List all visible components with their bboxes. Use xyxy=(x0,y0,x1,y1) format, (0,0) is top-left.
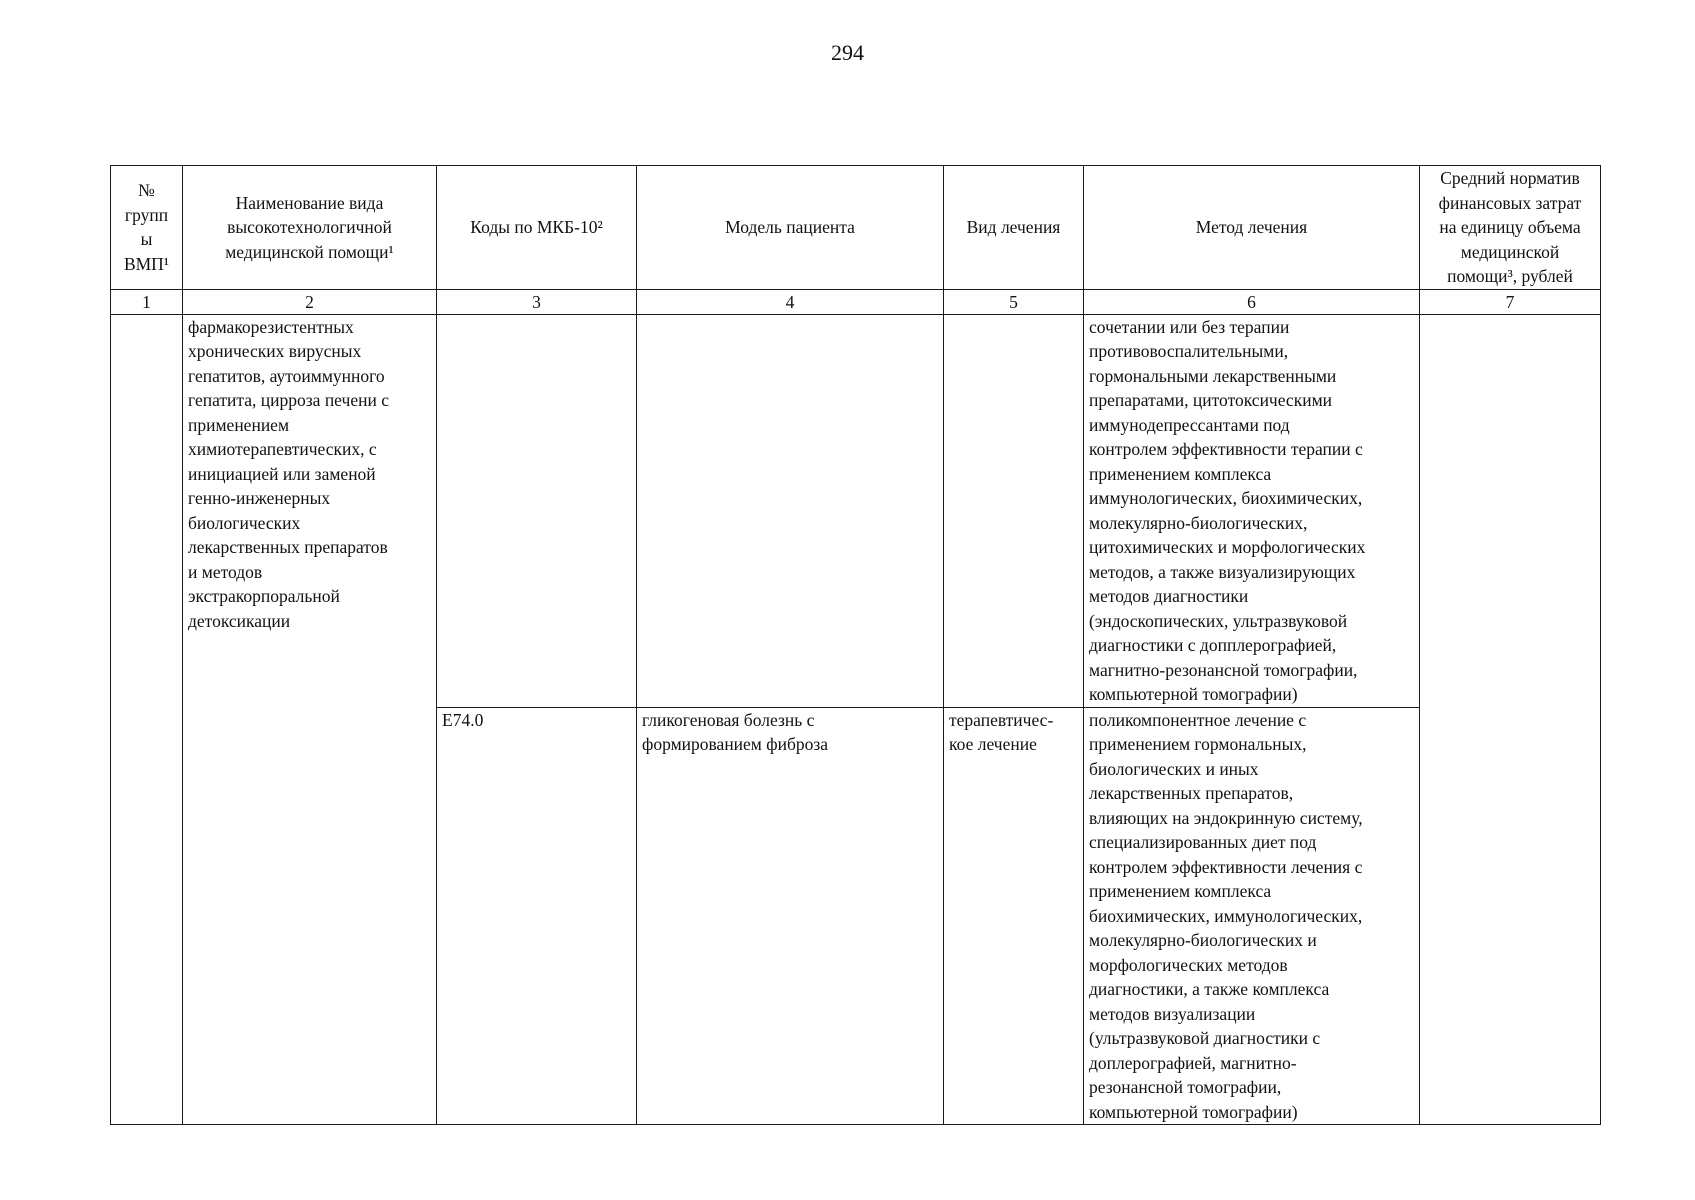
icd-codes-cell xyxy=(437,314,637,707)
header-icd-codes: Коды по МКБ-10² xyxy=(437,166,637,290)
method-cell: поликомпонентное лечение с применением гормональных, биологических и иных лекарственных препаратов, влияющих на эндокринную систему, специализированных диет под контролем эффективности лечения с применением комплекса биохимических, иммунологических, молекулярно-биологических и морфологических методов диагностики, а также комплекса методов визуализации (ультразвуковой диагностики с доплерографией, магнитно- резонансной томографии, компьютерной томографии) xyxy=(1084,707,1420,1125)
column-number: 2 xyxy=(183,289,437,314)
page-number: 294 xyxy=(831,40,864,65)
header-treatment-type: Вид лечения xyxy=(944,166,1084,290)
group-no-cell xyxy=(111,314,183,1125)
column-number-row xyxy=(111,289,1601,314)
icd-codes-cell: E74.0 xyxy=(437,707,637,1125)
header-group-no: № групп ы ВМП¹ xyxy=(111,166,183,290)
vmp-table xyxy=(110,165,1601,1125)
cost-cell xyxy=(1420,314,1601,1125)
method-cell: сочетании или без терапии противовоспалительными, гормональными лекарственными препаратами, цитотоксическими иммунодепрессантами под контролем эффективности терапии с применением комплекса иммунологических, биохимических, молекулярно-биологических, цитохимических и морфологических методов, а также визуализирующих методов диагностики (эндоскопических, ультразвуковой диагностики с допплерографией, магнитно-резонансной томографии, компьютерной томографии) xyxy=(1084,314,1420,707)
column-number: 1 xyxy=(111,289,183,314)
header-cost: Средний норматив финансовых затрат на единицу объема медицинской помощи³, рублей xyxy=(1420,166,1601,290)
table-row xyxy=(111,314,1601,707)
header-method: Метод лечения xyxy=(1084,166,1420,290)
treatment-type-cell: терапевтичес- кое лечение xyxy=(944,707,1084,1125)
header-care-type: Наименование вида высокотехнологичной медицинской помощи¹ xyxy=(183,166,437,290)
patient-model-cell: гликогеновая болезнь с формированием фиброза xyxy=(637,707,944,1125)
column-number: 5 xyxy=(944,289,1084,314)
header-row xyxy=(111,166,1601,290)
column-number: 6 xyxy=(1084,289,1420,314)
treatment-type-cell xyxy=(944,314,1084,707)
column-number: 4 xyxy=(637,289,944,314)
patient-model-cell xyxy=(637,314,944,707)
column-number: 3 xyxy=(437,289,637,314)
column-number: 7 xyxy=(1420,289,1601,314)
care-type-cell: фармакорезистентных хронических вирусных гепатитов, аутоиммунного гепатита, цирроза печени с применением химиотерапевтических, с инициацией или заменой генно-инженерных биологических лекарственных препаратов и методов экстракорпоральной детоксикации xyxy=(183,314,437,1125)
header-patient-model: Модель пациента xyxy=(637,166,944,290)
